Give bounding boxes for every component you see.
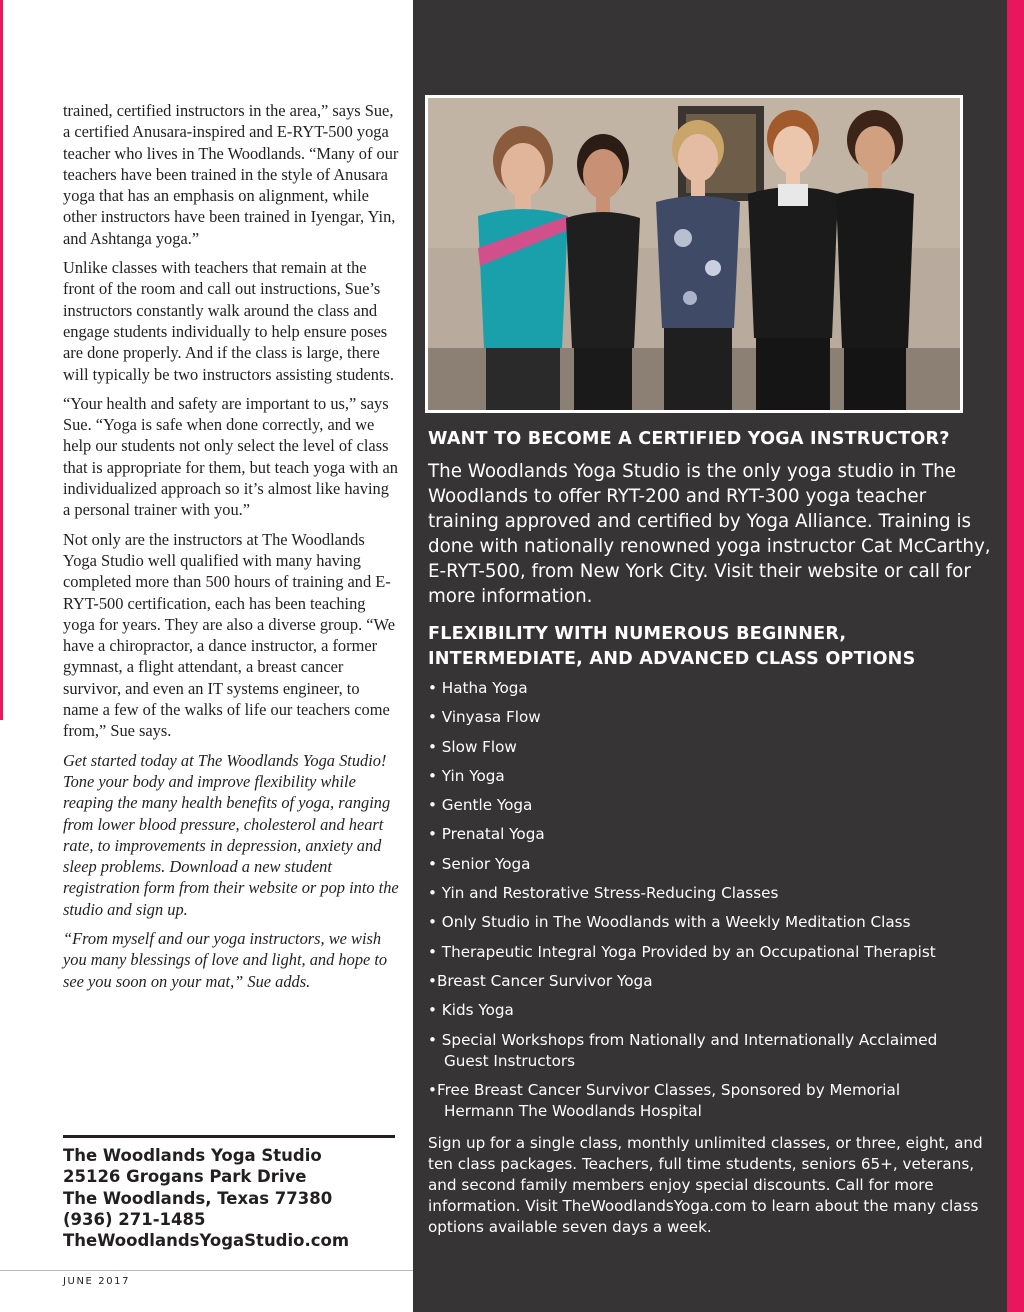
right-edge-accent xyxy=(1007,0,1024,1312)
list-item-text: •Free Breast Cancer Survivor Classes, Sponsored by Memorial xyxy=(428,1080,901,1099)
italic-paragraph-2: “From myself and our yoga instructors, we wish you many blessings of love and light, and hope to see you soon on your mat,” Sue adds. xyxy=(63,928,388,991)
certify-heading: WANT TO BECOME A CERTIFIED YOGA INSTRUCTOR? xyxy=(428,429,950,449)
paragraph-4: Not only are the instructors at The Woodlands Yoga Studio well qualified with many having completed more than 500 hours of training and E-RYT-500 certification, each has been teaching yoga for years. They are also a diverse group. “We have a chiropractor, a dance instructor, a former gymnast, a flight attendant, a breast cancer survivor, and even an IT systems engineer, to name a few of the walks of life our teachers come from,” Sue says. xyxy=(63,529,395,741)
paragraph-3: “Your health and safety are important to us,” says Sue. “Yoga is safe when done correctly, and we help our students not only select the level of class that is appropriate for them, but teach yoga with an individualized approach so it’s almost like having a personal trainer with you.” xyxy=(63,393,398,520)
issue-date: JUNE 2017 xyxy=(63,1276,131,1287)
left-edge-accent xyxy=(0,0,3,720)
list-item xyxy=(428,1080,998,1122)
studio-street: 25126 Grogans Park Drive xyxy=(63,1167,307,1187)
list-item: • Yin and Restorative Stress-Reducing Classes xyxy=(428,884,779,903)
list-item-text: • Special Workshops from Nationally and Internationally Acclaimed xyxy=(428,1030,938,1049)
instructors-photo-illustration xyxy=(428,98,960,410)
class-options-list xyxy=(428,678,998,1130)
paragraph-2: Unlike classes with teachers that remain at the front of the room and call out instructions, Sue’s instructors constantly walk around the class and engage students individually to help ensure poses are done properly. And if the class is large, there will typically be two instructors assisting students. xyxy=(63,258,394,384)
studio-city: The Woodlands, Texas 77380 xyxy=(63,1188,333,1208)
left-column xyxy=(0,0,413,1312)
address-divider xyxy=(63,1135,395,1138)
list-item: • Slow Flow xyxy=(428,737,517,756)
footer-divider xyxy=(0,1270,413,1271)
list-item-continuation: Guest Instructors xyxy=(444,1051,576,1070)
list-item: • Senior Yoga xyxy=(428,854,531,873)
list-item: • Gentle Yoga xyxy=(428,796,533,815)
list-item-continuation: Hermann The Woodlands Hospital xyxy=(444,1101,702,1120)
list-item: • Prenatal Yoga xyxy=(428,825,545,844)
instructors-photo xyxy=(425,95,963,413)
certify-body: The Woodlands Yoga Studio is the only yoga studio in The Woodlands to offer RYT-200 and RYT-300 yoga teacher training approved and certified by Yoga Alliance. Training is done with nationally renowned yoga instructor Cat McCarthy, E-RYT-500, from New York City. Visit their website or call for more information. xyxy=(428,461,991,607)
list-item: • Yin Yoga xyxy=(428,766,505,785)
list-item: • Only Studio in The Woodlands with a Weekly Meditation Class xyxy=(428,913,911,932)
list-item: • Therapeutic Integral Yoga Provided by an Occupational Therapist xyxy=(428,942,936,961)
classes-heading-line-1: FLEXIBILITY WITH NUMEROUS BEGINNER, xyxy=(428,624,847,644)
list-item: • Kids Yoga xyxy=(428,1001,514,1020)
studio-website[interactable]: TheWoodlandsYogaStudio.com xyxy=(63,1231,350,1251)
classes-heading xyxy=(428,622,998,672)
studio-address-block xyxy=(63,1145,403,1251)
closing-paragraph: Sign up for a single class, monthly unlimited classes, or three, eight, and ten class packages. Teachers, full time students, seniors 65+, veterans, and second family members enjoy special discounts. Call for more information. Visit TheWoodlandsYoga.com to learn about the many class options available seven days a week. xyxy=(428,1134,983,1237)
studio-phone: (936) 271-1485 xyxy=(63,1209,206,1229)
italic-paragraph-1: Get started today at The Woodlands Yoga Studio! Tone your body and improve flexibility while reaping the many health benefits of yoga, ranging from lower blood pressure, cholesterol and heart rate, to improvements in depression, anxiety and sleep problems. Download a new student registration form from their website or pop into the studio and sign up. xyxy=(63,750,399,919)
list-item: • Vinyasa Flow xyxy=(428,708,541,727)
studio-name: The Woodlands Yoga Studio xyxy=(63,1146,322,1165)
paragraph-1: trained, certified instructors in the area,” says Sue, a certified Anusara-inspired and E-RYT-500 yoga teacher who lives in The Woodlands. “Many of our teachers have been trained in the style of Anusara yoga that has an emphasis on alignment, while other instructors have been trained in Iyengar, Yin, and Ashtanga yoga.” xyxy=(63,101,399,248)
classes-heading-line-2: INTERMEDIATE, AND ADVANCED CLASS OPTIONS xyxy=(428,649,916,669)
list-item: •Breast Cancer Survivor Yoga xyxy=(428,971,653,990)
article-body xyxy=(63,100,399,1000)
list-item xyxy=(428,1030,998,1072)
list-item: • Hatha Yoga xyxy=(428,679,528,697)
